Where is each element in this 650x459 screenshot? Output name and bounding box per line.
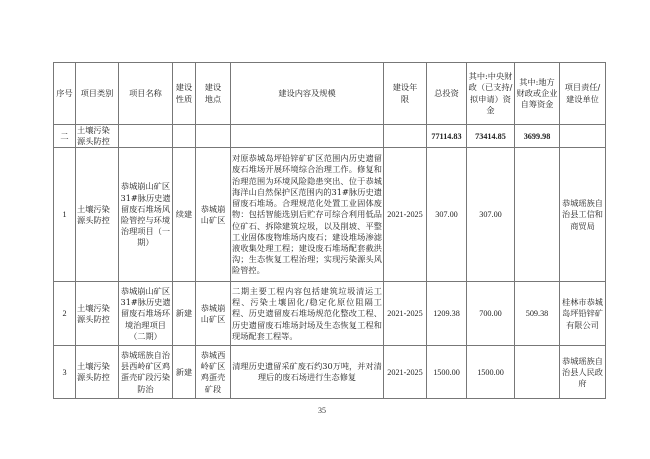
header-category: 项目类别	[76, 63, 119, 125]
row-content: 清理历史遗留采矿废石约30万吨，并对清理后的废石场进行生态修复	[231, 346, 384, 399]
row-nature: 新建	[173, 282, 196, 346]
section-seq: 二	[54, 125, 76, 148]
row-name: 恭城瑶族自治县西岭矿区鸡蛋壳矿段污染防治	[119, 346, 173, 399]
row-seq: 3	[54, 346, 76, 399]
row-central: 1500.00	[467, 346, 515, 399]
row-category: 土壤污染源头防控	[76, 282, 119, 346]
row-location: 恭城西岭矿区鸡蛋壳矿段	[196, 346, 231, 399]
row-nature: 新建	[173, 346, 196, 399]
table-row	[54, 346, 606, 399]
row-period: 2021-2025	[384, 148, 427, 282]
row-content: 对原恭城岛坪铅锌矿矿区范围内历史遗留废石堆场开展环境综合治理工作。修复和治理范围为环境风险隐患突出、位于恭城海洋山自然保护区范围内的31#脉历史遗留废石堆场。合理规范化处置工业固体废物：包括智能选别后贮存可综合利用低品位矿石、拆除建筑垃圾，以及削坡、平整工业固体废物堆场内废石；建设堆场渗滤液收集处理工程；建设废石堆场配套截洪沟；生态恢复工程治理；实现污染源头风险管控。	[231, 148, 384, 282]
header-location: 建设地点	[196, 63, 231, 125]
row-local	[515, 346, 560, 399]
section-total: 77114.83	[427, 125, 467, 148]
row-central: 700.00	[467, 282, 515, 346]
empty-cell	[173, 125, 196, 148]
header-central: 其中:中央财政（已支持/拟申请）资金	[467, 63, 515, 125]
header-owner: 项目责任/建设单位	[560, 63, 606, 125]
empty-cell	[384, 125, 427, 148]
row-nature: 续建	[173, 148, 196, 282]
header-nature: 建设性质	[173, 63, 196, 125]
row-total: 1209.38	[427, 282, 467, 346]
row-owner: 恭城瑶族自治县人民政府	[560, 346, 606, 399]
row-category: 土壤污染源头防控	[76, 346, 119, 399]
row-period: 2021-2025	[384, 282, 427, 346]
row-location: 恭城崩山矿区	[196, 148, 231, 282]
row-owner: 桂林市恭城岛坪铅锌矿有限公司	[560, 282, 606, 346]
row-local	[515, 148, 560, 282]
section-row	[54, 125, 606, 148]
row-name: 恭城崩山矿区31#脉历史遗留废石堆场风险管控与环境治理项目（一期）	[119, 148, 173, 282]
empty-cell	[119, 125, 173, 148]
row-period: 2021-2025	[384, 346, 427, 399]
row-location: 恭城崩山矿区	[196, 282, 231, 346]
header-content: 建设内容及规模	[231, 63, 384, 125]
row-seq: 2	[54, 282, 76, 346]
empty-cell	[231, 125, 384, 148]
row-total: 1500.00	[427, 346, 467, 399]
header-row	[54, 63, 606, 125]
header-name: 项目名称	[119, 63, 173, 125]
header-period: 建设年限	[384, 63, 427, 125]
section-local: 3699.98	[515, 125, 560, 148]
row-owner: 恭城瑶族自治县工信和商贸局	[560, 148, 606, 282]
row-local: 509.38	[515, 282, 560, 346]
header-total: 总投资	[427, 63, 467, 125]
page-number: 35	[318, 406, 326, 415]
table-row	[54, 282, 606, 346]
header-seq: 序号	[54, 63, 76, 125]
row-total: 307.00	[427, 148, 467, 282]
empty-cell	[560, 125, 606, 148]
section-central: 73414.85	[467, 125, 515, 148]
header-local: 其中:地方财政或企业自筹资金	[515, 63, 560, 125]
row-category: 土壤污染源头防控	[76, 148, 119, 282]
row-seq: 1	[54, 148, 76, 282]
empty-cell	[196, 125, 231, 148]
row-central: 307.00	[467, 148, 515, 282]
row-name: 恭城崩山矿区31#脉历史遗留废石堆场环境治理项目（二期）	[119, 282, 173, 346]
project-table	[53, 62, 606, 399]
row-content: 二期主要工程内容包括建筑垃圾清运工程、污染土壤固化/稳定化原位阻隔工程、历史遗留废石堆场规范化整改工程、历史遗留废石堆场封场及生态恢复工程和现场配套工程等。	[231, 282, 384, 346]
section-category: 土壤污染源头防控	[76, 125, 119, 148]
table-row	[54, 148, 606, 282]
